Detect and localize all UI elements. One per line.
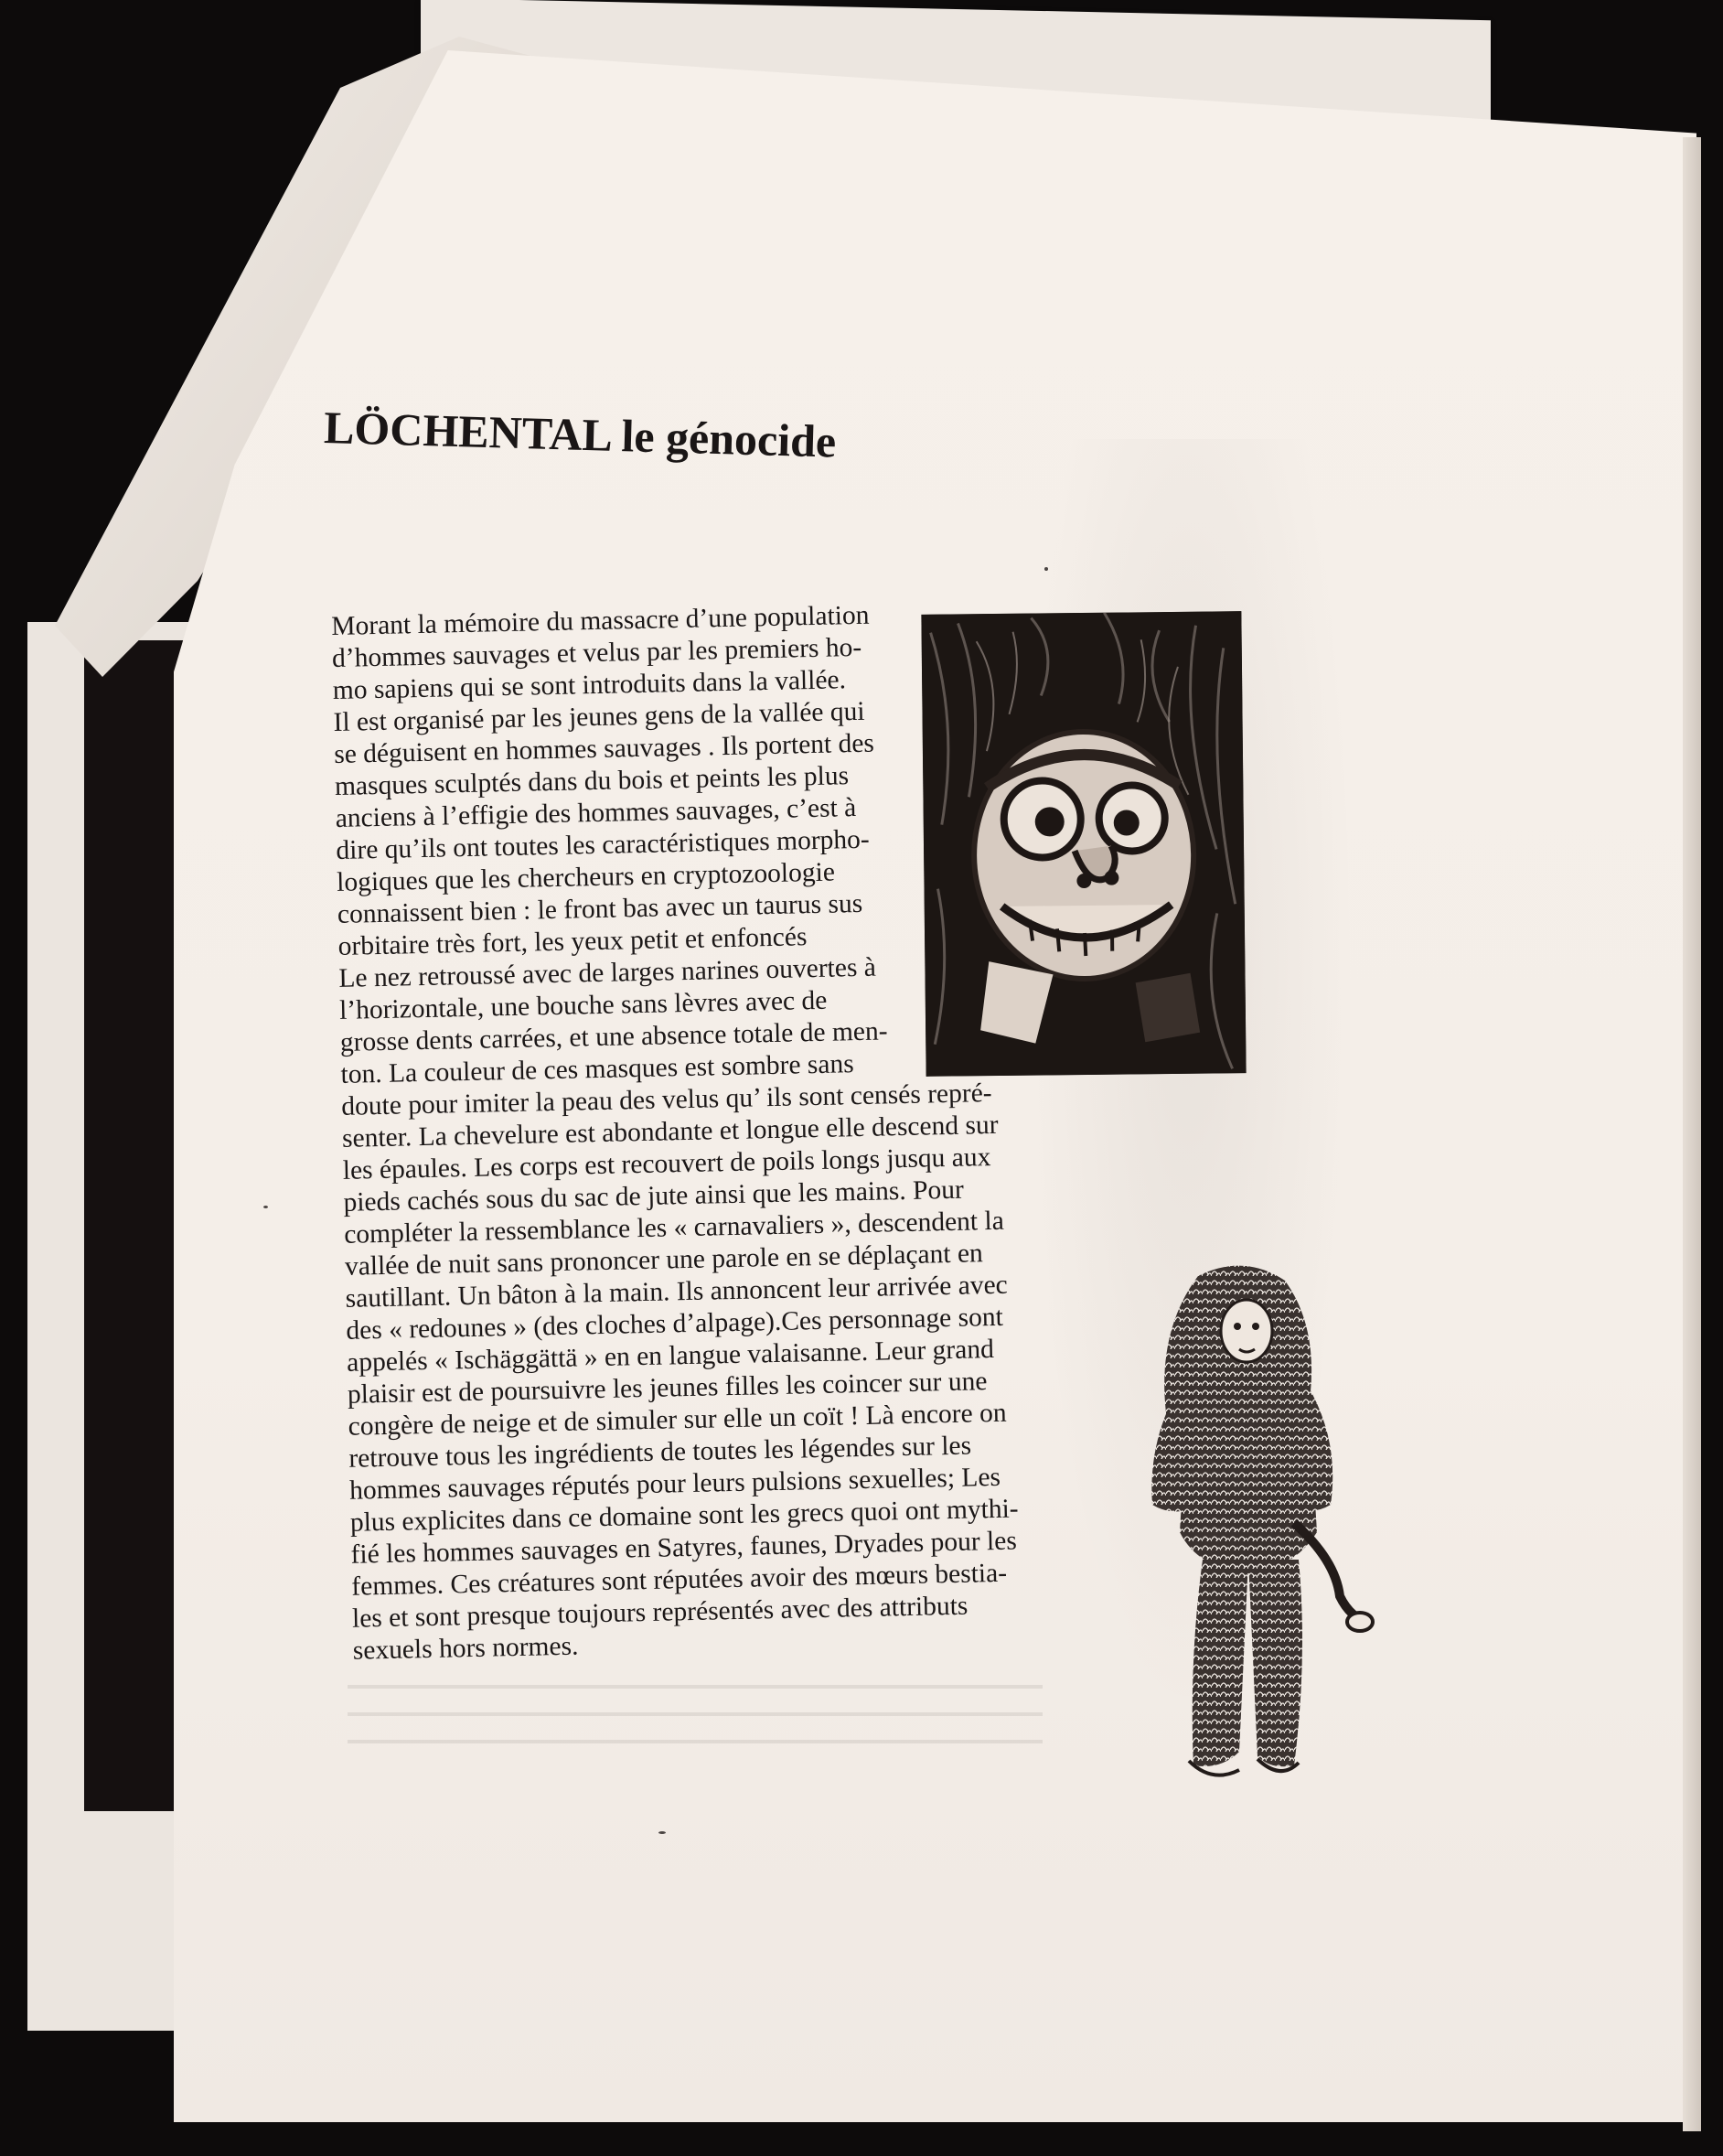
body-line: plaisir est de poursuivre les jeunes filles les coincer sur une [347, 1367, 988, 1410]
body-line: plus explicites dans ce domaine sont les grecs quoi ont mythi- [349, 1494, 1019, 1538]
body-line: mo sapiens qui se sont introduits dans la vallée. [332, 665, 847, 705]
body-line: anciens à l’effigie des hommes sauvages, c’est à [335, 793, 857, 833]
body-line: senter. La chevelure est abondante et longue elle descend sur [341, 1110, 999, 1153]
body-line: compléter la ressemblance les « carnavaliers », descendent la [343, 1206, 1005, 1250]
body-line: d’hommes sauvages et velus par les premiers ho- [331, 632, 862, 673]
body-line: les et sont presque toujours représentés avec des attributs [351, 1591, 969, 1634]
body-line: doute pour imiter la peau des velus qu’ ils sont censés repré- [341, 1078, 992, 1121]
body-line: pieds cachés sous du sac de jute ainsi que les mains. Pour [343, 1175, 965, 1217]
body-line: Il est organisé par les jeunes gens de la vallée qui [333, 696, 865, 737]
body-line: connaissent bien : le front bas avec un taurus sus [337, 888, 863, 929]
body-line: hommes sauvages réputés pour leurs pulsions sexuelles; Les [348, 1462, 1001, 1506]
body-line: se déguisent en hommes sauvages . Ils portent des [333, 728, 875, 769]
show-through-text [348, 1685, 1043, 1767]
body-line: masques sculptés dans du bois et peints les plus [334, 761, 850, 801]
paper-speck [1044, 567, 1048, 571]
body-line: sexuels hors normes. [352, 1631, 579, 1666]
body-line: orbitaire très fort, les yeux petit et enfoncés [337, 922, 808, 961]
body-line: vallée de nuit sans prononcer une parole en se déplaçant en [344, 1239, 984, 1282]
body-line: fié les hommes sauvages en Satyres, faunes, Dryades pour les [350, 1526, 1018, 1570]
body-line: appelés « Ischäggättä » en en langue valaisanne. Leur grand [346, 1335, 995, 1378]
mask-photo [921, 611, 1246, 1077]
body-line: ton. La couleur de ces masques est sombre sans [340, 1049, 855, 1089]
page-title: LÖCHENTAL le génocide [323, 401, 837, 467]
body-line: dire qu’ils ont toutes les caractéristiques morpho- [336, 824, 870, 865]
wild-man-drawing [1111, 1258, 1376, 1788]
body-line: l’horizontale, une bouche sans lèvres avec de [338, 985, 828, 1025]
body-line: femmes. Ces créatures sont réputées avoir des mœurs bestia- [351, 1558, 1008, 1602]
body-line: des « redounes » (des cloches d’alpage).Ces personnage sont [346, 1302, 1004, 1346]
paper-speck [263, 1206, 268, 1208]
body-line: retrouve tous les ingrédients de toutes les légendes sur les [348, 1431, 972, 1474]
body-line: congère de neige et de simuler sur elle un coït ! Là encore on [348, 1398, 1007, 1442]
body-line: logiques que les chercheurs en cryptozoologie [336, 857, 836, 897]
body-line: Le nez retroussé avec de larges narines ouvertes à [338, 952, 877, 993]
paper-speck [658, 1831, 666, 1834]
body-line: Morant la mémoire du massacre d’une population [331, 600, 870, 641]
body-line: grosse dents carrées, et une absence totale de men- [339, 1016, 888, 1057]
body-line: les épaules. Les corps est recouvert de poils longs jusqu aux [342, 1142, 991, 1185]
body-line: sautillant. Un bâton à la main. Ils annoncent leur arrivée avec [345, 1270, 1009, 1314]
